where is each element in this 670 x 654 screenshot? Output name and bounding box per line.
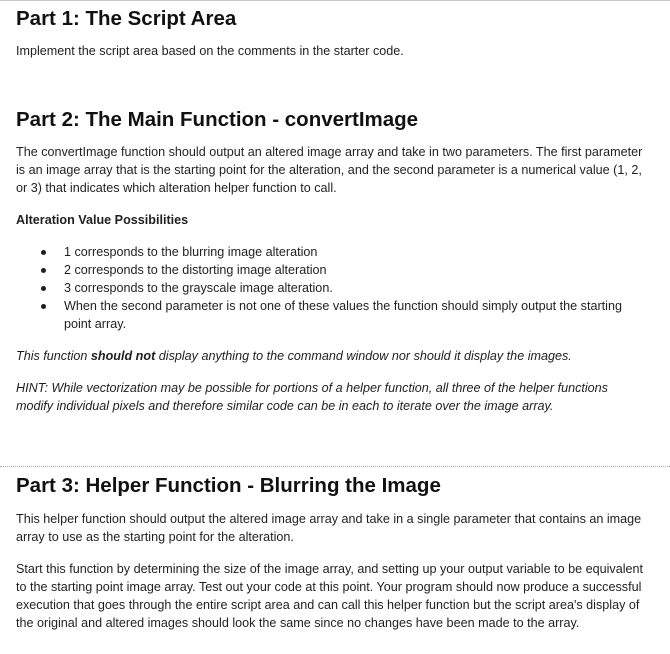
note-emphasis: should not <box>90 349 156 363</box>
part3-heading: Part 3: Helper Function - Blurring the Image <box>16 474 441 497</box>
part1-heading: Part 1: The Script Area <box>16 7 237 30</box>
section-divider <box>0 466 670 467</box>
bullet-icon <box>41 268 46 273</box>
note-text-after: display anything to the command window nor should it display the images. <box>155 349 572 363</box>
top-divider <box>0 0 670 1</box>
list-item-text: 2 corresponds to the distorting image alteration <box>64 263 327 277</box>
list-item <box>16 279 646 297</box>
part2-intro-paragraph: The convertImage function should output an altered image array and take in two parameters. The first parameter is an image array that is the starting point for the alteration, and the second parameter is a numerical value (1, 2, or 3) that indicates which alteration helper function to call. <box>16 145 643 195</box>
part2-heading: Part 2: The Main Function - convertImage <box>16 108 419 131</box>
list-item-text: 3 corresponds to the grayscale image alteration. <box>64 281 333 295</box>
part3-paragraph-2: Start this function by determining the size of the image array, and setting up your output variable to be equivalent to the starting point image array. Test out your code at this point. Your program should now produce a successful execution that goes through the entire script area and can call this helper function but the script area's display of the original and altered images should look the same since no changes have been made to the array. <box>16 562 644 630</box>
list-item-text: 1 corresponds to the blurring image alteration <box>64 245 318 259</box>
list-item <box>16 243 646 261</box>
bullet-icon <box>41 304 46 309</box>
hint-paragraph: HINT: While vectorization may be possible for portions of a helper function, all three of the helper functions modify individual pixels and therefore similar code can be in each to iterate over the image array. <box>16 381 608 413</box>
note-text-before: This function <box>16 349 91 363</box>
part3-paragraph-1: This helper function should output the altered image array and take in a single parameter that contains an image array to use as the starting point for the alteration. <box>16 512 642 544</box>
bullet-icon <box>41 286 46 291</box>
list-item <box>16 297 646 333</box>
list-item-text: When the second parameter is not one of these values the function should simply output the starting point array. <box>64 299 622 331</box>
alteration-values-list <box>16 243 646 333</box>
alteration-values-subheading: Alteration Value Possibilities <box>16 213 189 227</box>
list-item <box>16 261 646 279</box>
part1-paragraph: Implement the script area based on the comments in the starter code. <box>16 44 404 58</box>
bullet-icon <box>41 250 46 255</box>
display-note <box>16 347 646 365</box>
